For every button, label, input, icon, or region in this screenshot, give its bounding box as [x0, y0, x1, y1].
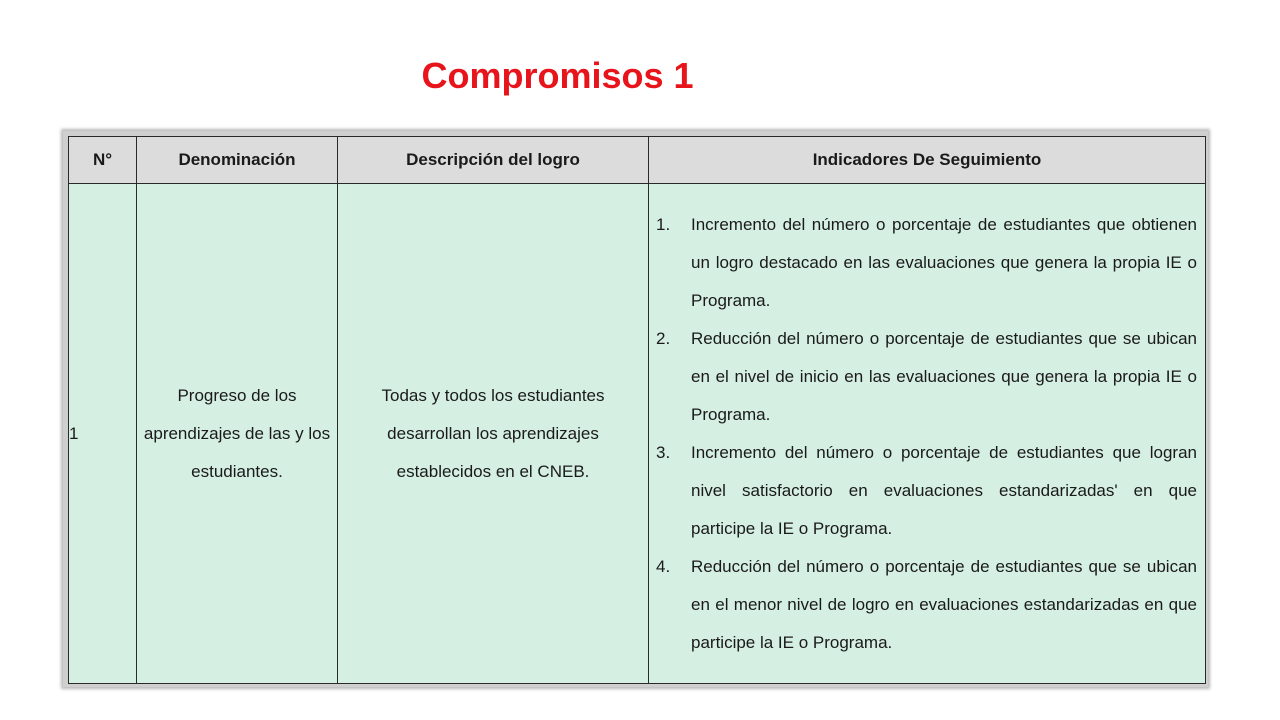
table-row [69, 184, 1206, 684]
indicator-number: 1. [656, 214, 671, 234]
table-header-row [69, 137, 1206, 184]
header-descripcion: Descripción del logro [338, 137, 649, 184]
indicator-text: Incremento del número o porcentaje de estudiantes que logran nivel satisfactorio en evaluaciones estandarizadas' en que participe la IE o Programa. [691, 442, 1197, 538]
cell-descripcion: Todas y todos los estudiantes desarrollan los aprendizajes establecidos en el CNEB. [338, 184, 649, 684]
indicator-number: 3. [656, 442, 671, 462]
indicator-text: Reducción del número o porcentaje de estudiantes que se ubican en el nivel de inicio en las evaluaciones que genera la propia IE o Programa. [691, 328, 1197, 424]
slide-title: Compromisos 1 [421, 55, 694, 96]
cell-indicadores [649, 184, 1206, 684]
header-denominacion: Denominación [137, 137, 338, 184]
indicator-item [649, 320, 1197, 434]
table-frame [63, 131, 1208, 687]
indicator-number: 4. [656, 556, 671, 576]
header-indicadores: Indicadores De Seguimiento [649, 137, 1206, 184]
cell-numero: 1 [69, 184, 137, 684]
indicator-number: 2. [656, 328, 671, 348]
indicators-list [649, 206, 1205, 662]
indicator-text: Incremento del número o porcentaje de estudiantes que obtienen un logro destacado en las evaluaciones que genera la propia IE o Programa. [691, 214, 1197, 310]
indicator-item [649, 548, 1197, 662]
indicator-text: Reducción del número o porcentaje de estudiantes que se ubican en el menor nivel de logro en evaluaciones estandarizadas en que participe la IE o Programa. [691, 556, 1197, 652]
cell-denominacion: Progreso de los aprendizajes de las y los estudiantes. [137, 184, 338, 684]
indicator-item [649, 434, 1197, 548]
compromisos-table [68, 136, 1206, 684]
header-numero: N° [69, 137, 137, 184]
indicator-item [649, 206, 1197, 320]
